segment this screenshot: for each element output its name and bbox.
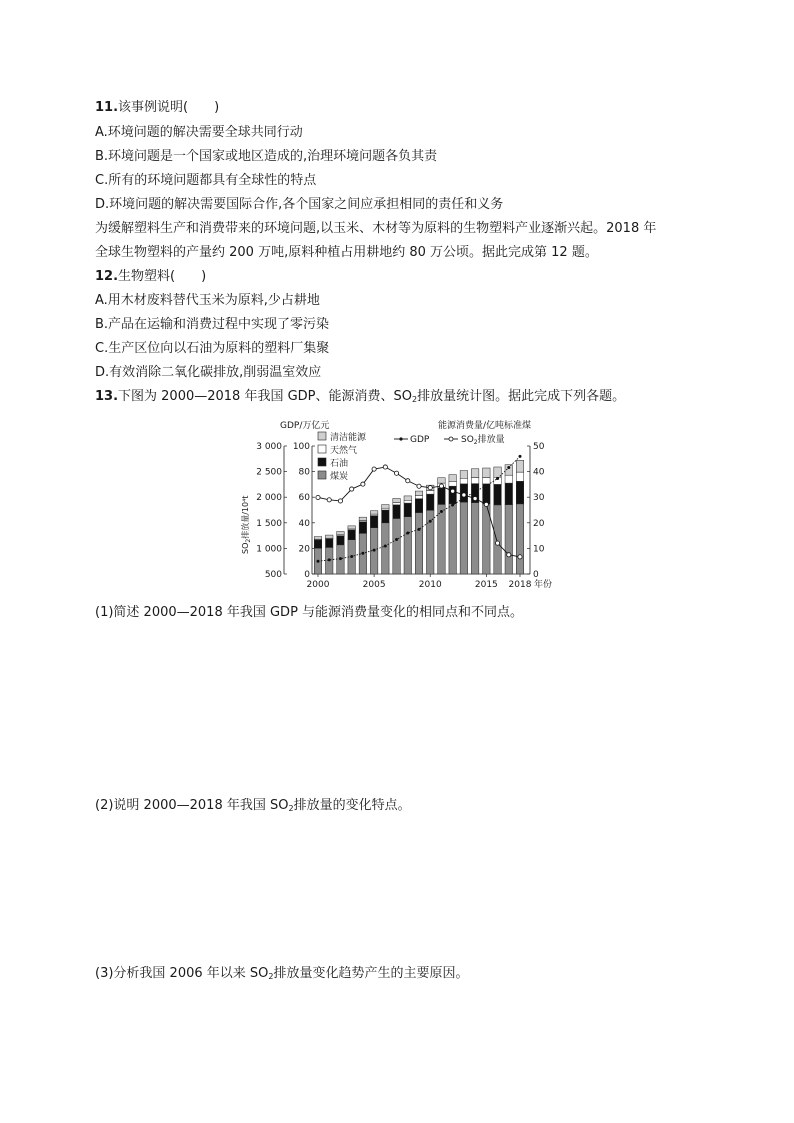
gdp-tick-label: 40 (298, 518, 310, 529)
gdp-energy-so2-chart (232, 412, 577, 592)
q11-option-a: A.环境问题的解决需要全球共同行动 (95, 125, 303, 140)
x-tick-label: 2000 (306, 580, 330, 590)
gdp-tick-label: 20 (298, 544, 310, 555)
q11-number: 11. (95, 100, 119, 115)
q12-intro-line1: 为缓解塑料生产和消费带来的环境问题,以玉米、木材等为原料的生物塑料产业逐渐兴起。2018 年 (95, 221, 657, 236)
energy-tick-label: 40 (533, 467, 545, 478)
gdp-point (418, 528, 421, 531)
so2-point (394, 471, 398, 475)
gdp-point (317, 560, 320, 563)
q12-number: 12. (95, 269, 119, 284)
bar-clean (382, 505, 390, 509)
so2-point (439, 484, 443, 488)
bar-gas (483, 477, 491, 483)
so2-point (350, 487, 354, 491)
so2-point (361, 482, 365, 486)
legend-label-oil: 石油 (330, 459, 349, 469)
gdp-point (395, 538, 398, 541)
bar-clean (404, 496, 412, 500)
gdp-axis-title: GDP/万亿元 (280, 421, 330, 431)
so2-point (484, 502, 488, 506)
so2-point (417, 484, 421, 488)
bar-clean (415, 491, 423, 496)
gdp-point (350, 555, 353, 558)
bar-oil (325, 539, 333, 547)
q12-option-a: A.用木材废料替代玉米为原料,少占耕地 (95, 293, 320, 308)
legend-label-gas: 天然气 (330, 446, 358, 456)
q12-option-d: D.有效消除二氧化碳排放,削弱温室效应 (95, 365, 322, 380)
bar-oil (494, 484, 502, 504)
x-tick-label: 2018 (508, 580, 532, 590)
gdp-tick-label: 80 (298, 467, 310, 478)
bar-gas (404, 500, 412, 503)
so2-point (372, 467, 376, 471)
gdp-point (373, 549, 376, 552)
so2-point (406, 479, 410, 483)
q12-stem-text: 生物塑料( ) (118, 269, 207, 284)
bar-gas (415, 496, 423, 499)
energy-axis-title: 能源消费量/亿吨标准煤 (438, 421, 532, 431)
bar-coal (382, 523, 390, 574)
q13-stem-text-a: 下图为 2000—2018 年我国 GDP、能源消费、SO (118, 389, 413, 404)
q12-option-b: B.产品在运输和消费过程中实现了零污染 (95, 317, 330, 332)
x-tick-label: 2010 (418, 580, 442, 590)
bar-clean (393, 498, 401, 502)
bar-gas (449, 481, 457, 486)
so2-tick-label: 3 000 (256, 442, 282, 452)
gdp-point (328, 558, 331, 561)
legend-so2-label: $SO_2$排放量 (461, 435, 505, 446)
bar-clean (449, 475, 457, 482)
q11-stem-text: 该事例说明( ) (118, 100, 220, 115)
q12-stem (95, 268, 206, 286)
bar-coal (460, 502, 468, 574)
q13-part2 (95, 797, 411, 818)
bar-gas (426, 491, 434, 495)
bar-oil (516, 481, 524, 504)
bar-clean (337, 532, 345, 535)
legend-so2-marker (449, 437, 453, 441)
q13-stem-sub: 2 (412, 395, 418, 404)
q13-part3-text-a: (3)分析我国 2006 年以来 SO (95, 966, 269, 981)
bar-coal (393, 518, 401, 574)
gdp-point (361, 552, 364, 555)
so2-point (338, 499, 342, 503)
bar-clean (438, 478, 446, 483)
gdp-point (384, 544, 387, 547)
legend-gdp-marker (399, 437, 402, 440)
q13-number: 13. (95, 389, 119, 404)
bar-oil (393, 505, 401, 519)
energy-tick-label: 30 (533, 493, 545, 504)
so2-tick-label: 500 (264, 570, 282, 580)
energy-tick-label: 20 (533, 518, 545, 529)
so2-tick-label: 1 000 (256, 544, 282, 555)
legend-swatch-coal (318, 471, 326, 479)
gdp-point (507, 466, 510, 469)
so2-point (327, 498, 331, 502)
so2-tick-label: 2 500 (256, 467, 282, 478)
q13-part1: (1)简述 2000—2018 年我国 GDP 与能源消费量变化的相同点和不同点。 (95, 605, 524, 620)
bar-coal (404, 517, 412, 574)
bar-coal (438, 504, 446, 574)
bar-clean (483, 468, 491, 477)
gdp-point (339, 557, 342, 560)
so2-point (518, 555, 522, 559)
legend-swatch-oil (318, 458, 326, 466)
gdp-point (451, 504, 454, 507)
bar-oil (426, 494, 434, 510)
bar-coal (494, 505, 502, 574)
q11-stem (95, 99, 219, 117)
q11-option-b: B.环境问题是一个国家或地区造成的,治理环境问题各负其责 (95, 149, 438, 164)
legend-label-coal: 煤炭 (330, 472, 349, 482)
bar-coal (415, 513, 423, 574)
q13-stem-text-b: 排放量统计图。据此完成下列各题。 (417, 389, 626, 404)
energy-tick-label: 10 (533, 544, 545, 555)
so2-axis-title: $SO_2$排放量/10⁴t (241, 495, 252, 554)
so2-tick-label: 1 500 (256, 518, 282, 529)
bar-oil (337, 536, 345, 545)
q13-part2-text-a: (2)说明 2000—2018 年我国 SO (95, 798, 289, 813)
bar-clean (325, 535, 333, 538)
bar-clean (471, 469, 479, 478)
legend-swatch-clean (318, 432, 326, 440)
gdp-point (474, 490, 477, 493)
bar-oil (370, 516, 378, 528)
bar-clean (370, 511, 378, 514)
bar-oil (314, 540, 322, 548)
q13-stem (95, 388, 625, 409)
x-tick-label: 2005 (362, 580, 386, 590)
bar-gas (393, 503, 401, 505)
gdp-point (496, 477, 499, 480)
bar-oil (382, 510, 390, 523)
bar-gas (460, 478, 468, 484)
legend-swatch-gas (318, 445, 326, 453)
bar-coal (516, 504, 524, 574)
q13-part2-text-b: 排放量的变化特点。 (293, 798, 411, 813)
gdp-point (519, 455, 522, 458)
gdp-point (440, 510, 443, 513)
so2-point (316, 495, 320, 499)
bar-oil (359, 522, 367, 534)
bar-gas (471, 477, 479, 483)
gdp-tick-label: 0 (304, 570, 310, 580)
so2-point (383, 465, 387, 469)
gdp-tick-label: 60 (298, 493, 310, 504)
so2-point (507, 553, 511, 557)
bar-oil (404, 503, 412, 517)
so2-tick-label: 2 000 (256, 493, 282, 504)
gdp-tick-label: 100 (292, 442, 310, 452)
so2-point (473, 496, 477, 500)
so2-point (428, 486, 432, 490)
bar-oil (348, 530, 356, 540)
q13-part2-sub: 2 (288, 804, 294, 813)
q13-part3-text-b: 排放量变化趋势产生的主要原因。 (273, 966, 469, 981)
bar-oil (438, 488, 446, 505)
bar-clean (359, 517, 367, 520)
bar-gas (505, 475, 513, 483)
energy-tick-label: 0 (533, 570, 539, 580)
bar-gas (516, 472, 524, 481)
bar-clean (314, 537, 322, 540)
bar-clean (516, 460, 524, 472)
bar-coal (505, 505, 513, 574)
x-tick-label: 2015 (474, 580, 498, 590)
legend-label-clean: 清洁能源 (330, 433, 367, 443)
bar-coal (449, 504, 457, 574)
so2-point (462, 493, 466, 497)
bar-oil (505, 483, 513, 505)
legend-gdp-label: GDP (410, 435, 430, 445)
q11-option-d: D.环境问题的解决需要国际合作,各个国家之间应承担相同的责任和义务 (95, 197, 504, 212)
bar-gas (382, 508, 390, 510)
q13-part3 (95, 965, 469, 986)
q13-part3-sub: 2 (268, 972, 274, 981)
energy-tick-label: 50 (533, 442, 545, 452)
q11-option-c: C.所有的环境问题都具有全球性的特点 (95, 173, 317, 188)
q12-option-c: C.生产区位向以石油为原料的塑料厂集聚 (95, 341, 330, 356)
gdp-point (485, 484, 488, 487)
x-unit-label: 年份 (534, 580, 553, 590)
gdp-point (406, 532, 409, 535)
bar-clean (460, 471, 468, 479)
gdp-point (429, 520, 432, 523)
so2-point (495, 541, 499, 545)
q12-intro-line2: 全球生物塑料的产量约 200 万吨,原料种植占用耕地约 80 万公顷。据此完成第 12 题。 (95, 245, 598, 260)
bar-clean (348, 526, 356, 529)
bar-coal (471, 503, 479, 574)
bar-oil (415, 499, 423, 513)
so2-point (451, 489, 455, 493)
